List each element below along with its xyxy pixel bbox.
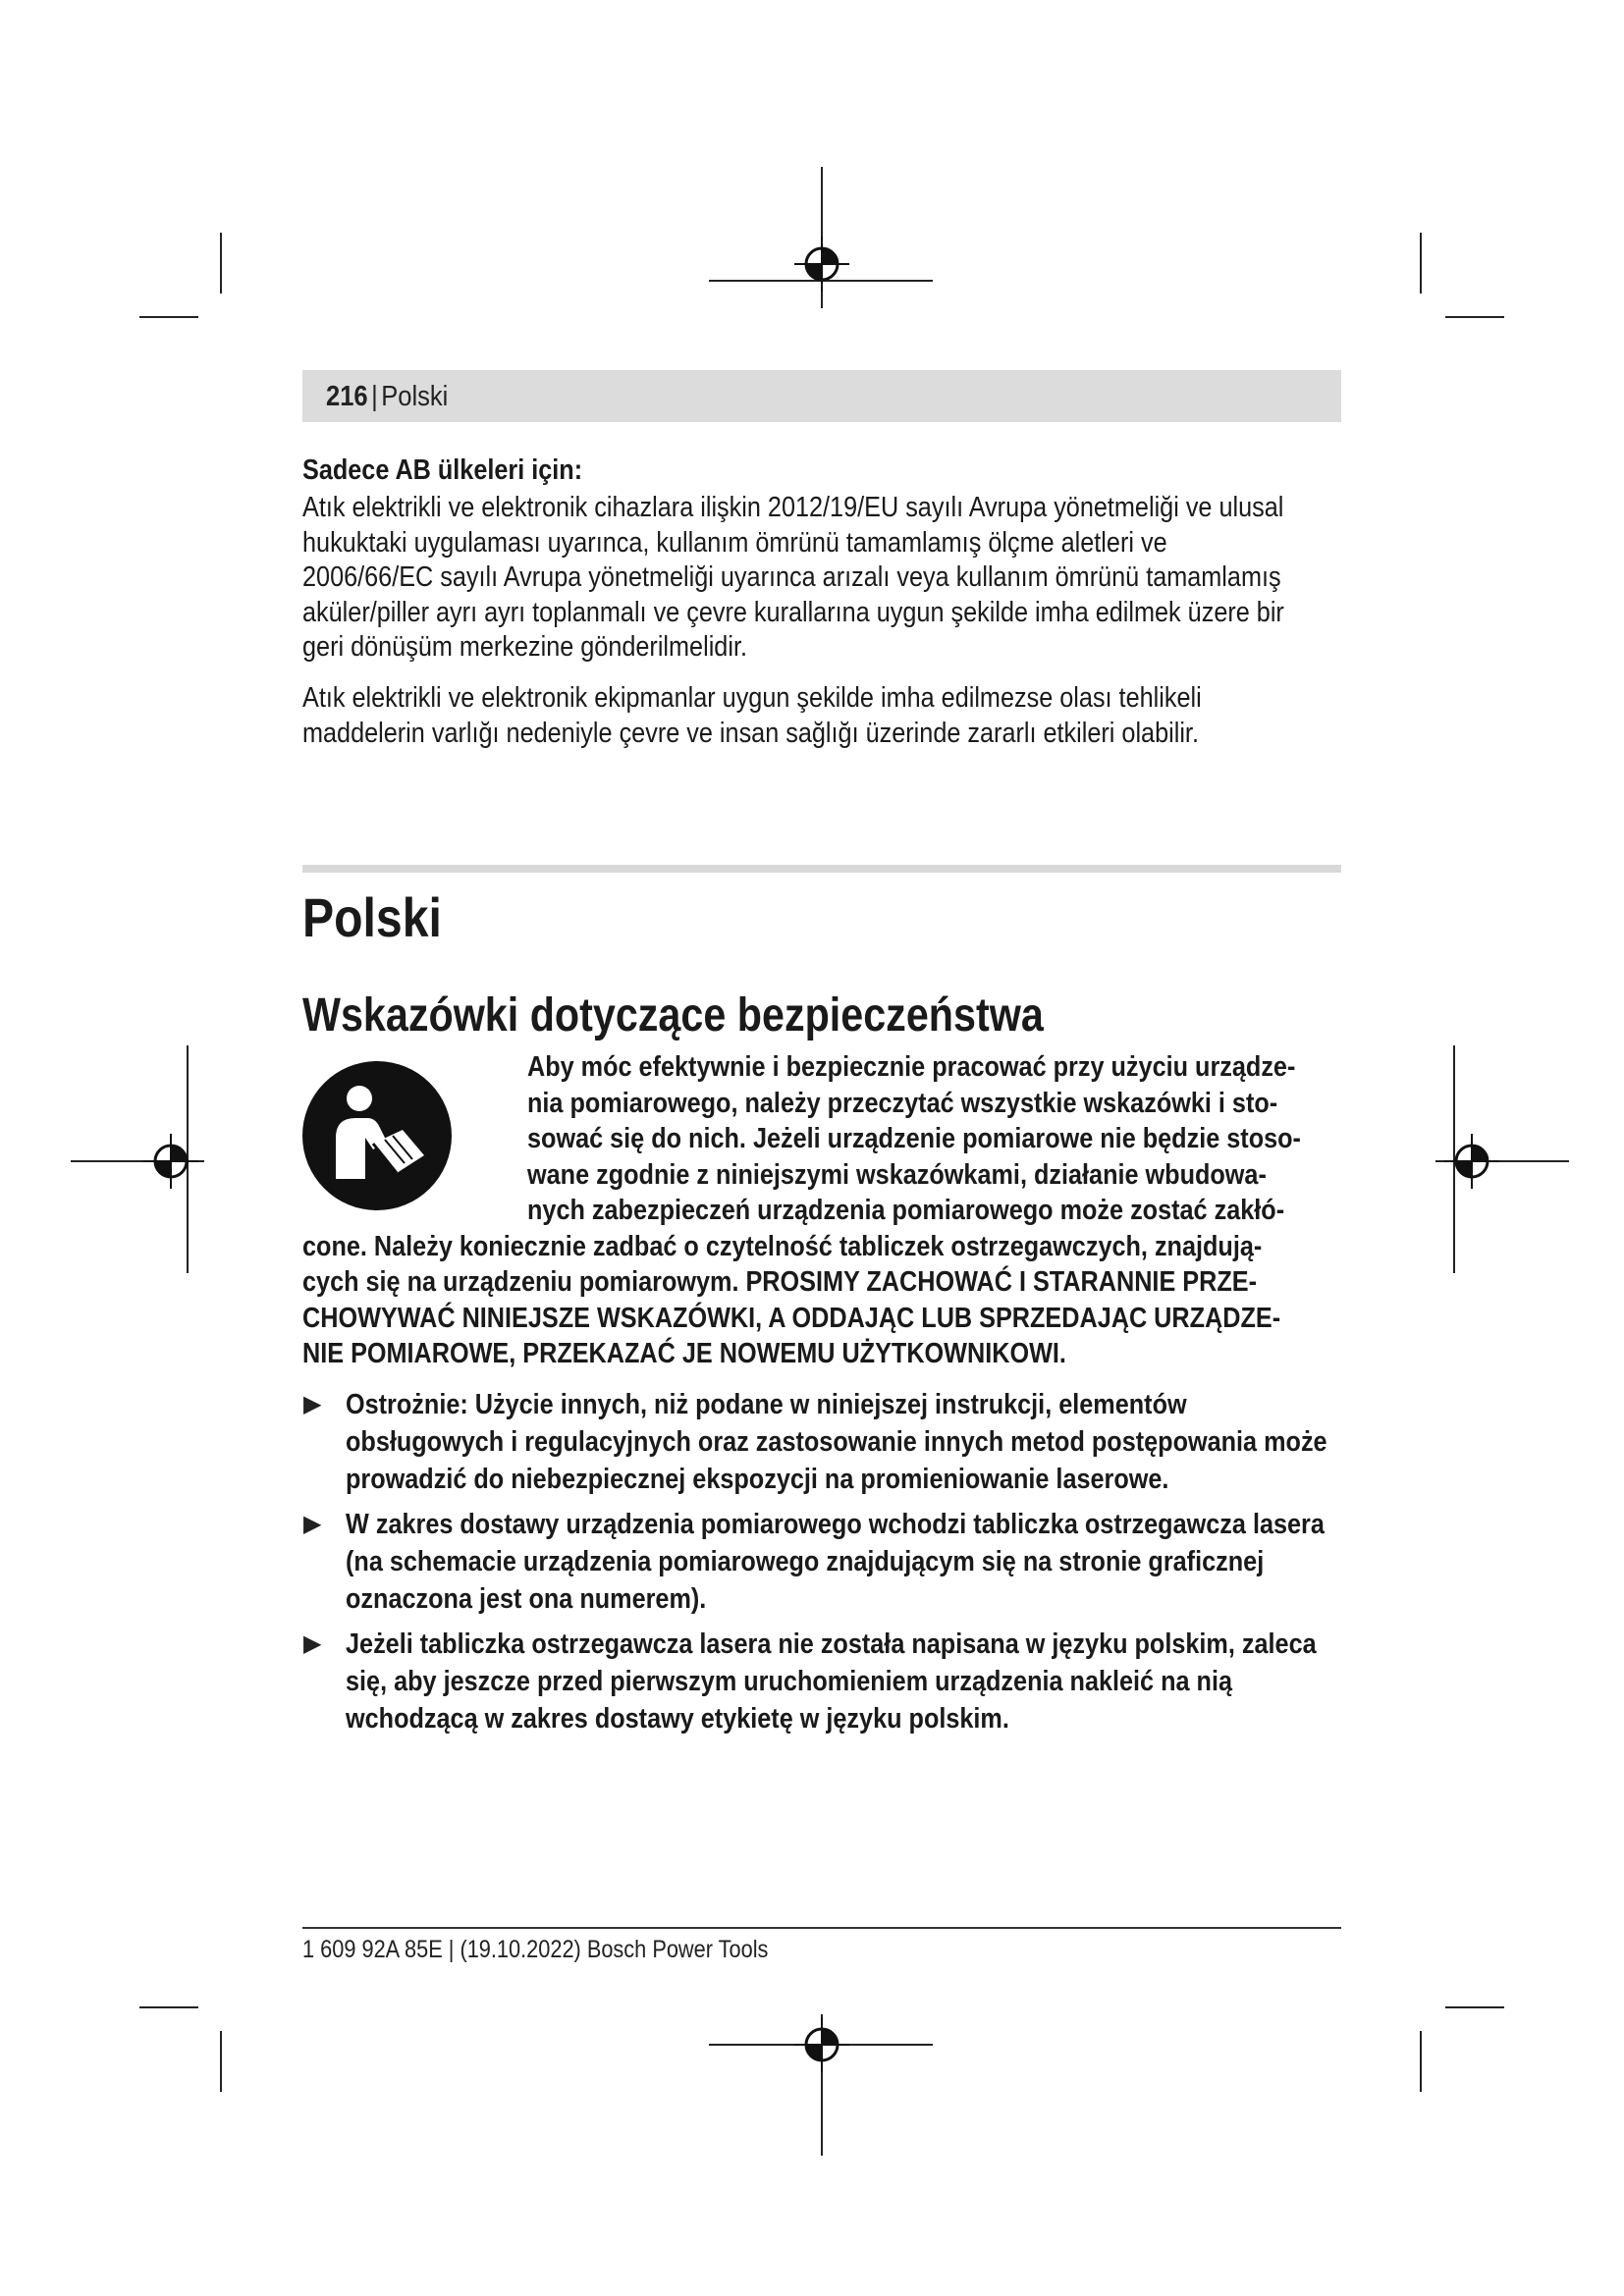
- page-header: [326, 379, 448, 414]
- registration-target-icon: [794, 2017, 849, 2072]
- warning-line: nia pomiarowego, należy przeczytać wszystkie wskazówki i sto-: [527, 1088, 1278, 1119]
- section-divider: [302, 865, 1341, 873]
- eu-only-heading: Sadece AB ülkeleri için:: [302, 454, 583, 486]
- warning-line: cone. Należy koniecznie zadbać o czytelność tabliczek ostrzegawczych, znajdują-: [302, 1231, 1263, 1262]
- read-manual-icon: [302, 1061, 452, 1210]
- disposal-paragraph: Atık elektrikli ve elektronik cihazlara ilişkin 2012/19/EU sayılı Avrupa yönetmeliği ve ulusal hukuktaki uygulaması uyarınca, kullanım ömrünü tamamlamış ölçme aletleri ve 2006/66/EC sayılı Avrupa yönetmeliği uyarınca arızalı veya kullanım ömrünü tamamlamış aküler/piller ayrı ayrı toplanmalı ve çevre kurallarına uygun şekilde imha edilmek üzere bir geri dönüşüm merkezine gönderilmelidir.: [302, 492, 1284, 663]
- bullet-item: W zakres dostawy urządzenia pomiarowego wchodzi tabliczka ostrzegawcza lasera (na schemacie urządzenia pomiarowego znajdującym się na stronie graficznej oznaczona jest ona numerem).: [346, 1509, 1325, 1615]
- warning-line: sować się do nich. Jeżeli urządzenie pomiarowe nie będzie stoso-: [527, 1123, 1301, 1154]
- bullet-arrow-icon: ▶: [303, 1630, 322, 1657]
- warning-line: wane zgodnie z niniejszymi wskazówkami, działanie wbudowa-: [527, 1159, 1267, 1191]
- hazard-paragraph: Atık elektrikli ve elektronik ekipmanlar uygun şekilde imha edilmezse olası tehlikeli maddelerin varlığı nedeniyle çevre ve insan sağlığı üzerinde zararlı etkileri olabilir.: [302, 682, 1202, 749]
- page-footer: 1 609 92A 85E | (19.10.2022) Bosch Power Tools: [302, 1936, 769, 1963]
- registration-target-icon: [143, 1134, 198, 1189]
- bullet-item: Jeżeli tabliczka ostrzegawcza lasera nie została napisana w języku polskim, zaleca się, aby jeszcze przed pierwszym uruchomieniem urządzenia nakleić na nią wchodzącą w zakres dostawy etykietę w języku polskim.: [346, 1629, 1317, 1735]
- crop-mark-top-left-vertical: [220, 233, 222, 294]
- bullet-arrow-icon: ▶: [303, 1511, 322, 1537]
- crop-mark-bottom-left-vertical: [220, 2031, 222, 2092]
- warning-line: nych zabezpieczeń urządzenia pomiarowego może zostać zakłó-: [527, 1195, 1285, 1226]
- warning-line: cych się na urządzeniu pomiarowym. PROSIMY ZACHOWAĆ I STARANNIE PRZE-: [302, 1266, 1257, 1298]
- safety-heading: Wskazówki dotyczące bezpieczeństwa: [302, 989, 1044, 1041]
- section-title: Polski: [302, 886, 442, 948]
- crop-mark-top-right-horizontal: [1445, 316, 1504, 318]
- bullet-arrow-icon: ▶: [303, 1391, 322, 1417]
- footer-rule: [302, 1927, 1341, 1929]
- crop-mark-bottom-right-horizontal: [1445, 2006, 1504, 2008]
- page-number: 216: [326, 381, 368, 412]
- crop-mark-top-left-horizontal: [139, 316, 198, 318]
- page-header-band: [302, 370, 1341, 422]
- crop-mark-top-right-vertical: [1420, 233, 1422, 294]
- header-section: Polski: [381, 381, 449, 412]
- bullet-item: Ostrożnie: Użycie innych, niż podane w niniejszej instrukcji, elementów obsługowych i regulacyjnych oraz zastosowanie innych metod postępowania może prowadzić do niebezpiecznej ekspozycji na promieniowanie laserowe.: [346, 1389, 1327, 1495]
- header-separator: |: [371, 381, 378, 412]
- crop-mark-bottom-right-vertical: [1420, 2031, 1422, 2092]
- registration-target-icon: [794, 237, 849, 292]
- warning-line: NIE POMIAROWE, PRZEKAZAĆ JE NOWEMU UŻYTKOWNIKOWI.: [302, 1338, 1066, 1369]
- warning-line: CHOWYWAĆ NINIEJSZE WSKAZÓWKI, A ODDAJĄC LUB SPRZEDAJĄC URZĄDZE-: [302, 1303, 1281, 1334]
- warning-line: Aby móc efektywnie i bezpiecznie pracować przy użyciu urządze-: [527, 1051, 1296, 1083]
- registration-target-icon: [1444, 1134, 1499, 1189]
- crop-mark-bottom-left-horizontal: [139, 2006, 198, 2008]
